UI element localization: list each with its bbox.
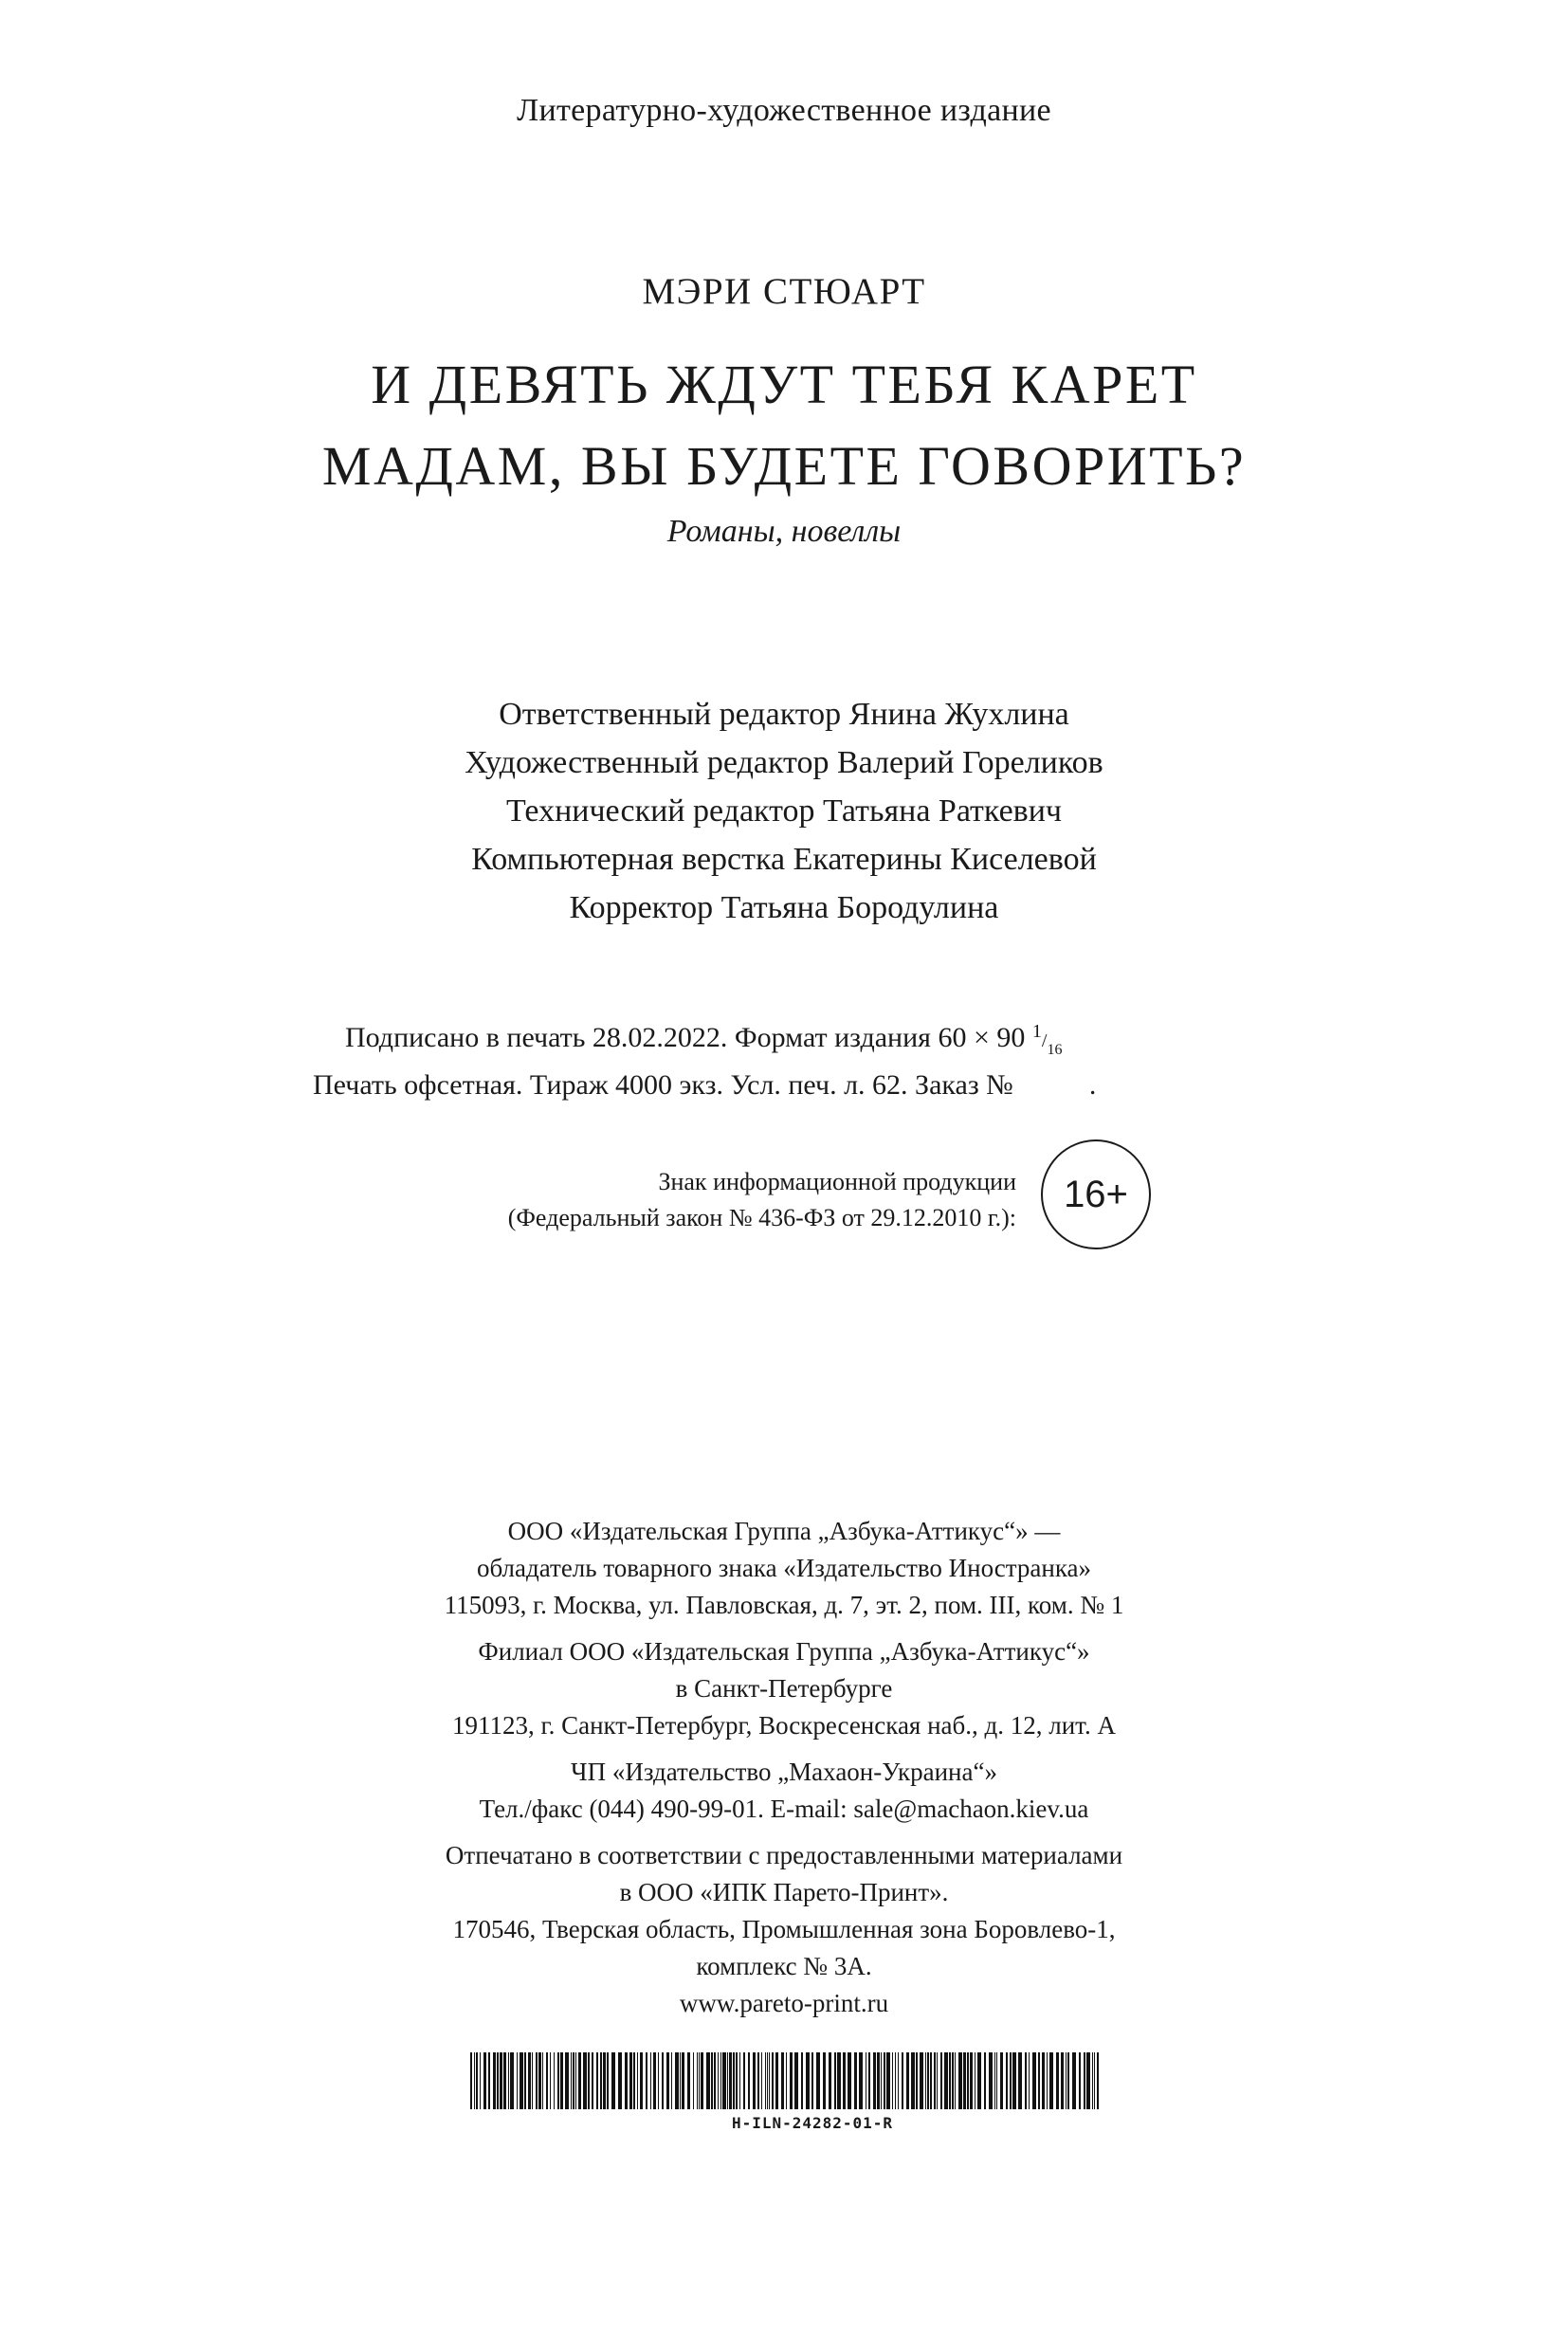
printer-line: 170546, Тверская область, Промышленная зона Боровлево-1,	[452, 1915, 1116, 1943]
publisher-line: в Санкт-Петербурге	[675, 1674, 893, 1703]
age-rating-notice	[391, 1158, 1026, 1272]
genre-subtitle: Романы, новеллы	[666, 514, 902, 549]
spacer	[0, 1828, 1568, 1837]
author-name: МЭРИ СТЮАРТ	[642, 271, 926, 312]
publisher-line: Тел./факс (044) 490-99-01. E-mail: sale@machaon.kiev.ua	[479, 1795, 1089, 1823]
spacer	[0, 1624, 1568, 1633]
publisher-line: 115093, г. Москва, ул. Павловская, д. 7, эт. 2, пом. III, ком. № 1	[444, 1591, 1124, 1619]
staff-line: Корректор Татьяна Бородулина	[569, 890, 999, 925]
book-title-line-1: И ДЕВЯТЬ ЖДУТ ТЕБЯ КАРЕТ	[371, 354, 1197, 415]
staff-line: Компьютерная верстка Екатерины Киселевой	[471, 842, 1097, 877]
age-rating-line: (Федеральный закон № 436-ФЗ от 29.12.2010 г.):	[507, 1204, 1016, 1231]
format-numerator: 1	[1031, 1021, 1042, 1042]
publisher-line: Филиал ООО «Издательская Группа „Азбука-Аттикус“»	[478, 1637, 1090, 1666]
staff-line: Ответственный редактор Янина Жухлина	[499, 697, 1069, 732]
publisher-info	[0, 1513, 1568, 2022]
printer-line: в ООО «ИПК Парето-Принт».	[619, 1878, 949, 1906]
printer-line: Отпечатано в соответствии с предоставленными материалами	[445, 1841, 1123, 1869]
print-info-line-2	[313, 1064, 1223, 1106]
order-number-end: .	[1088, 1069, 1097, 1101]
printer-line: комплекс № 3А.	[696, 1952, 872, 1980]
staff-line: Технический редактор Татьяна Раткевич	[505, 793, 1063, 829]
age-rating-badge: 16+	[1041, 1139, 1151, 1249]
age-rating-text	[391, 1164, 1016, 1236]
print-info-line-1	[313, 1016, 1223, 1064]
publisher-line: ООО «Издательская Группа „Азбука-Аттикус“» —	[507, 1517, 1061, 1545]
staff-line: Художественный редактор Валерий Гореликов	[465, 745, 1103, 780]
book-title-line-2: МАДАМ, ВЫ БУДЕТЕ ГОВОРИТЬ?	[321, 435, 1247, 497]
format-fraction: $1/_{16}$	[1031, 1021, 1063, 1058]
barcode-image	[470, 2052, 1103, 2109]
publisher-line: обладатель товарного знака «Издательство Иностранка»	[476, 1554, 1092, 1582]
printer-website: www.pareto-print.ru	[679, 1989, 889, 2017]
publisher-line: ЧП «Издательство „Махаон-Украина“»	[571, 1758, 997, 1786]
series-title: Литературно-художественное издание	[517, 93, 1051, 128]
print-info-text: Печать офсетная. Тираж 4000 экз. Усл. печ. л. 62. Заказ №	[313, 1069, 1013, 1101]
age-rating-line: Знак информационной продукции	[658, 1168, 1016, 1195]
spacer	[0, 1744, 1568, 1754]
barcode-code: H-ILN-24282-01-R	[731, 2114, 894, 2132]
print-info	[313, 1016, 1223, 1106]
format-denominator: 16	[1047, 1042, 1063, 1058]
editorial-staff	[0, 690, 1568, 932]
print-info-text: Подписано в печать 28.02.2022. Формат издания 60 × 90	[345, 1022, 1032, 1053]
publisher-line: 191123, г. Санкт-Петербург, Воскресенская наб., д. 12, лит. А	[452, 1711, 1116, 1740]
